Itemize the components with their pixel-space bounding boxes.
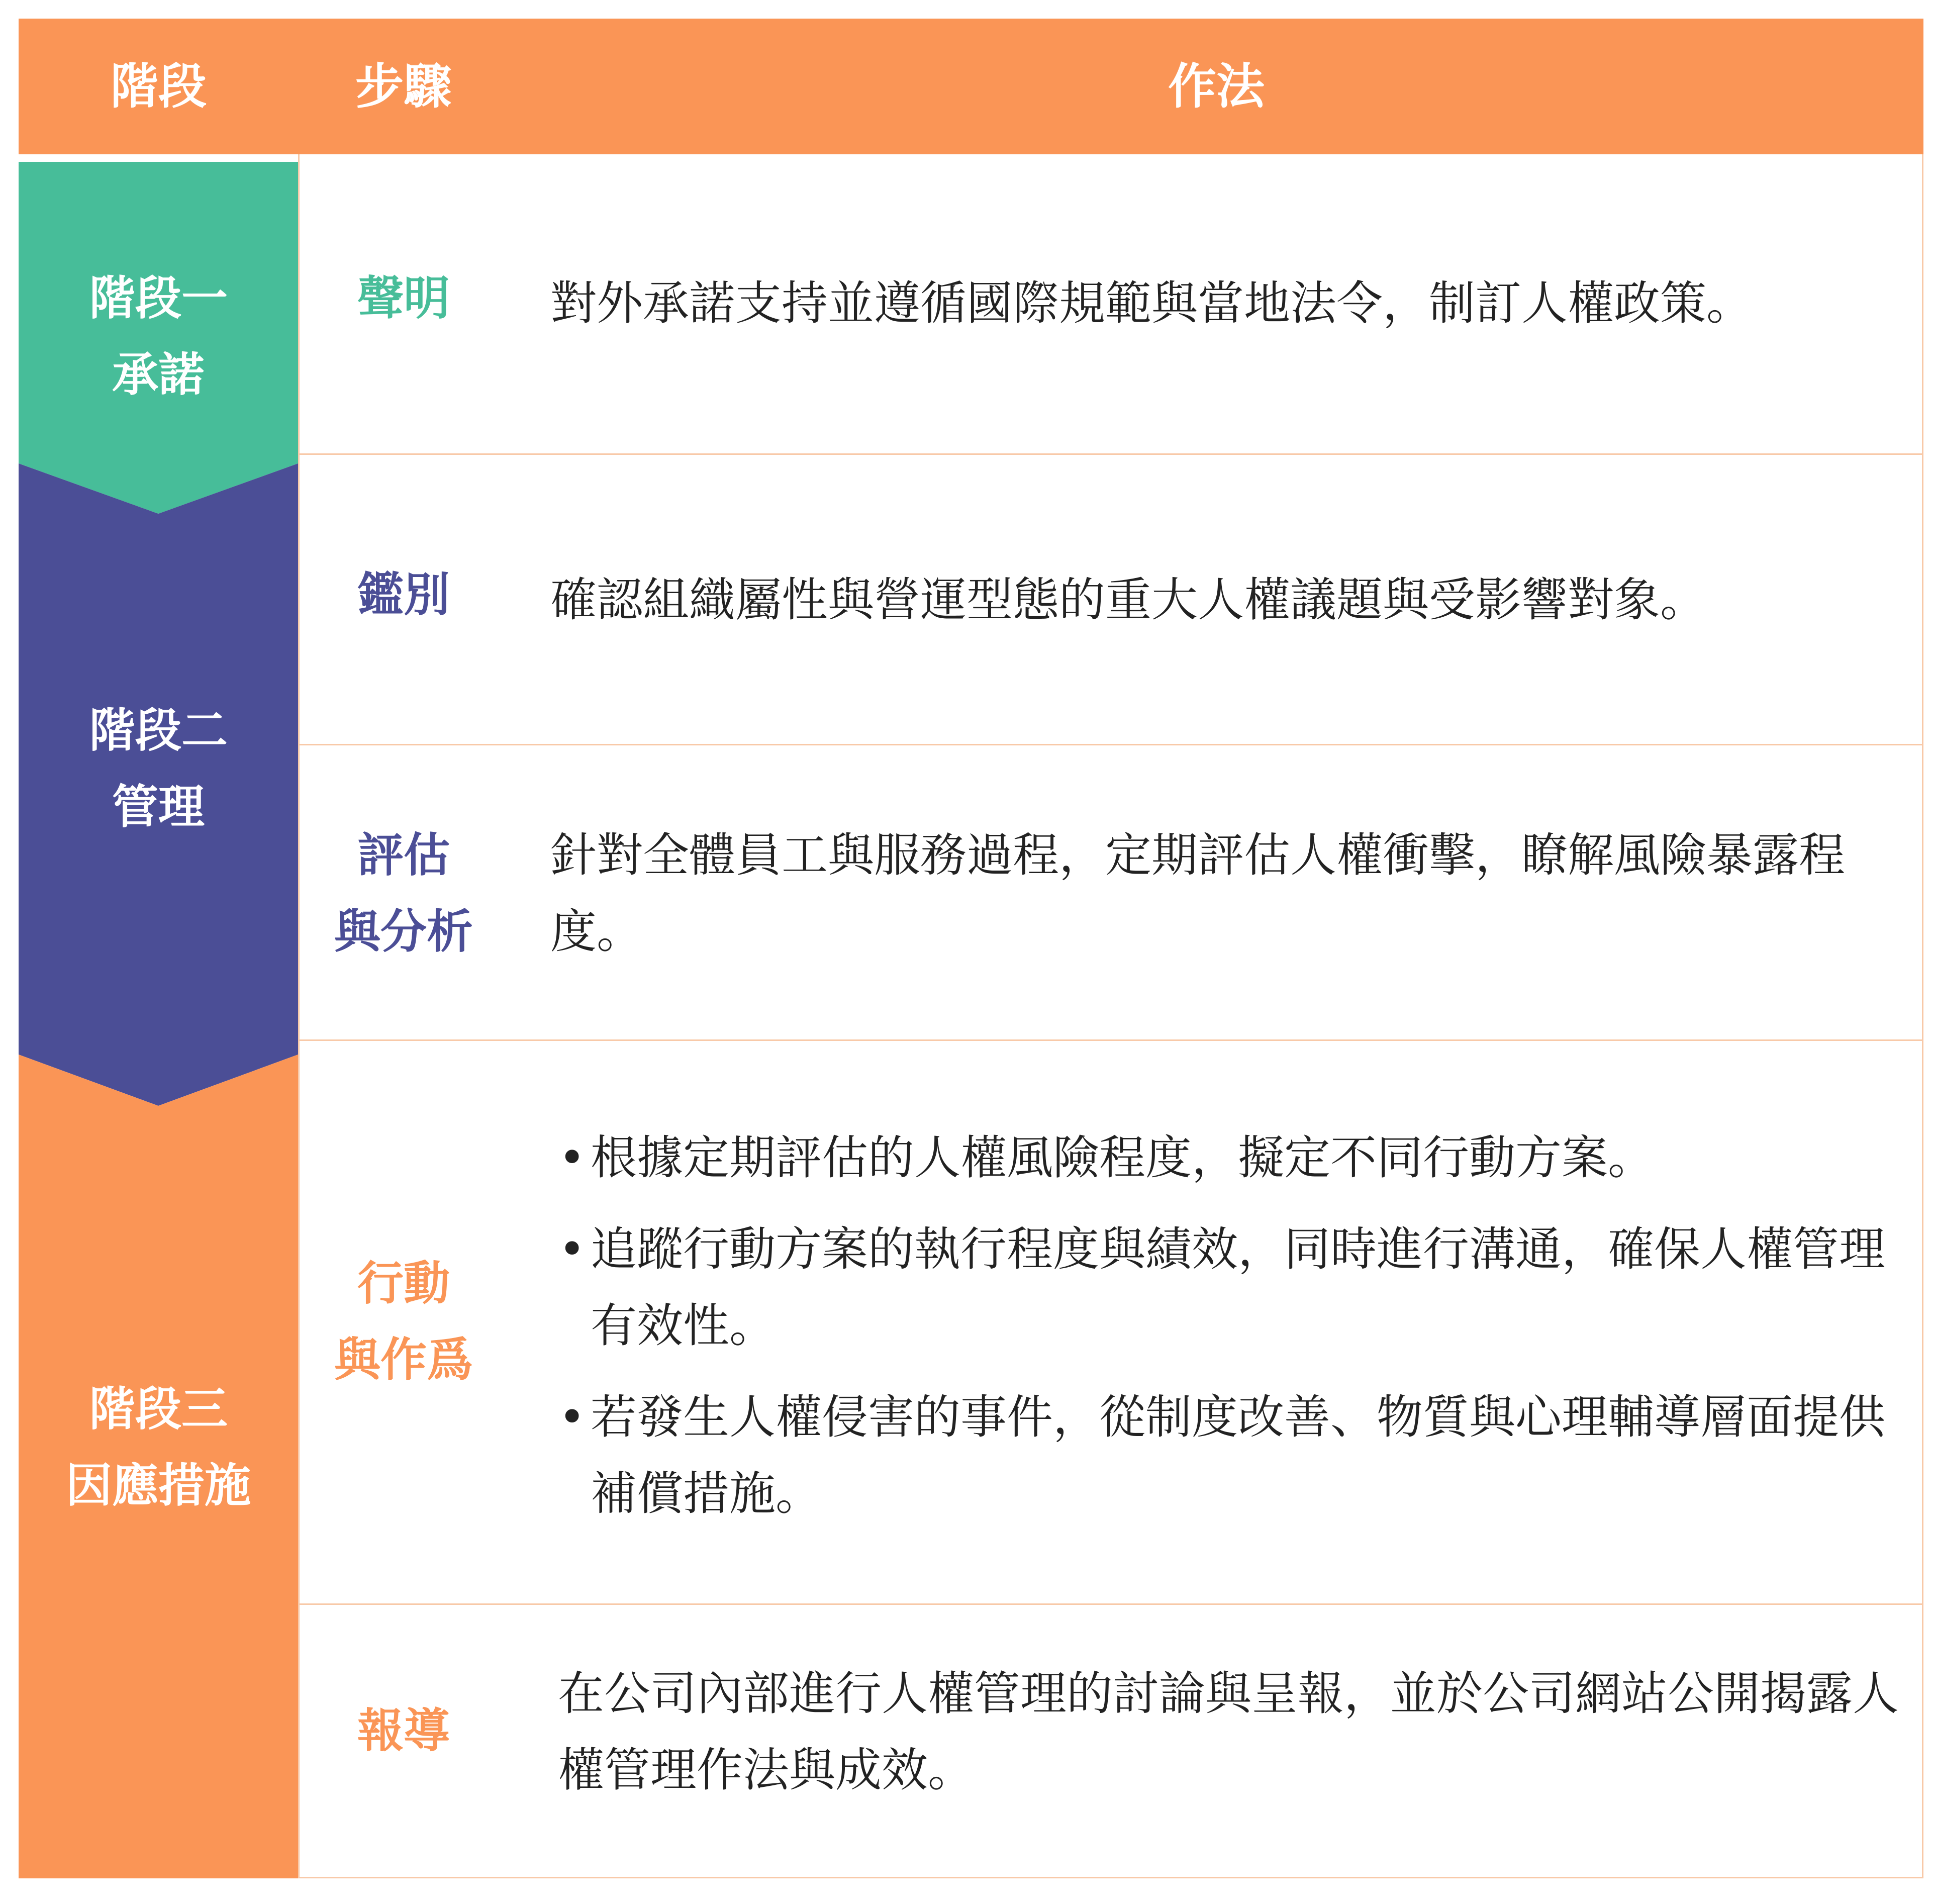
- desc-action-list: [550, 1120, 1897, 1547]
- list-item: • 根據定期評估的人權風險程度，擬定不同行動方案。: [550, 1120, 1897, 1196]
- bullet-icon: •: [558, 1390, 586, 1444]
- step-action: 行動 與作爲: [334, 1257, 473, 1387]
- step-assess: 評估 與分析: [334, 828, 473, 959]
- list-item: • 若發生人權侵害的事件，從制度改善、物質與心理輔導層面提供補償措施。: [550, 1379, 1897, 1532]
- list-item: • 追蹤行動方案的執行程度與績效，同時進行溝通，確保人權管理有效性。: [550, 1211, 1897, 1364]
- desc-report: 在公司內部進行人權管理的討論與呈報，並於公司網站公開揭露人權管理作法與成效。: [558, 1667, 1899, 1797]
- step-report: 報導: [357, 1704, 450, 1758]
- desc-assess: 針對全體員工與服務過程，定期評估人權衝擊，瞭解風險暴露程度。: [550, 828, 1846, 959]
- step-declare: 聲明: [357, 271, 450, 325]
- bullet-icon: •: [558, 1222, 586, 1276]
- desc-identify: 確認組織屬性與營運型態的重大人權議題與受影響對象。: [550, 573, 1707, 627]
- step-identify: 鑑別: [357, 568, 450, 622]
- header-step: 步驟: [355, 58, 452, 115]
- desc-declare: 對外承諾支持並遵循國際規範與當地法令，制訂人權政策。: [550, 276, 1753, 330]
- phase-1-label: 階段一 承諾: [88, 271, 228, 402]
- phase-3-label: 階段三 因應措施: [65, 1382, 251, 1512]
- phase-2-label: 階段二 管理: [88, 704, 228, 834]
- bullet-icon: •: [558, 1131, 586, 1185]
- header-phase: 階段: [110, 58, 207, 115]
- header-method: 作法: [1168, 58, 1265, 115]
